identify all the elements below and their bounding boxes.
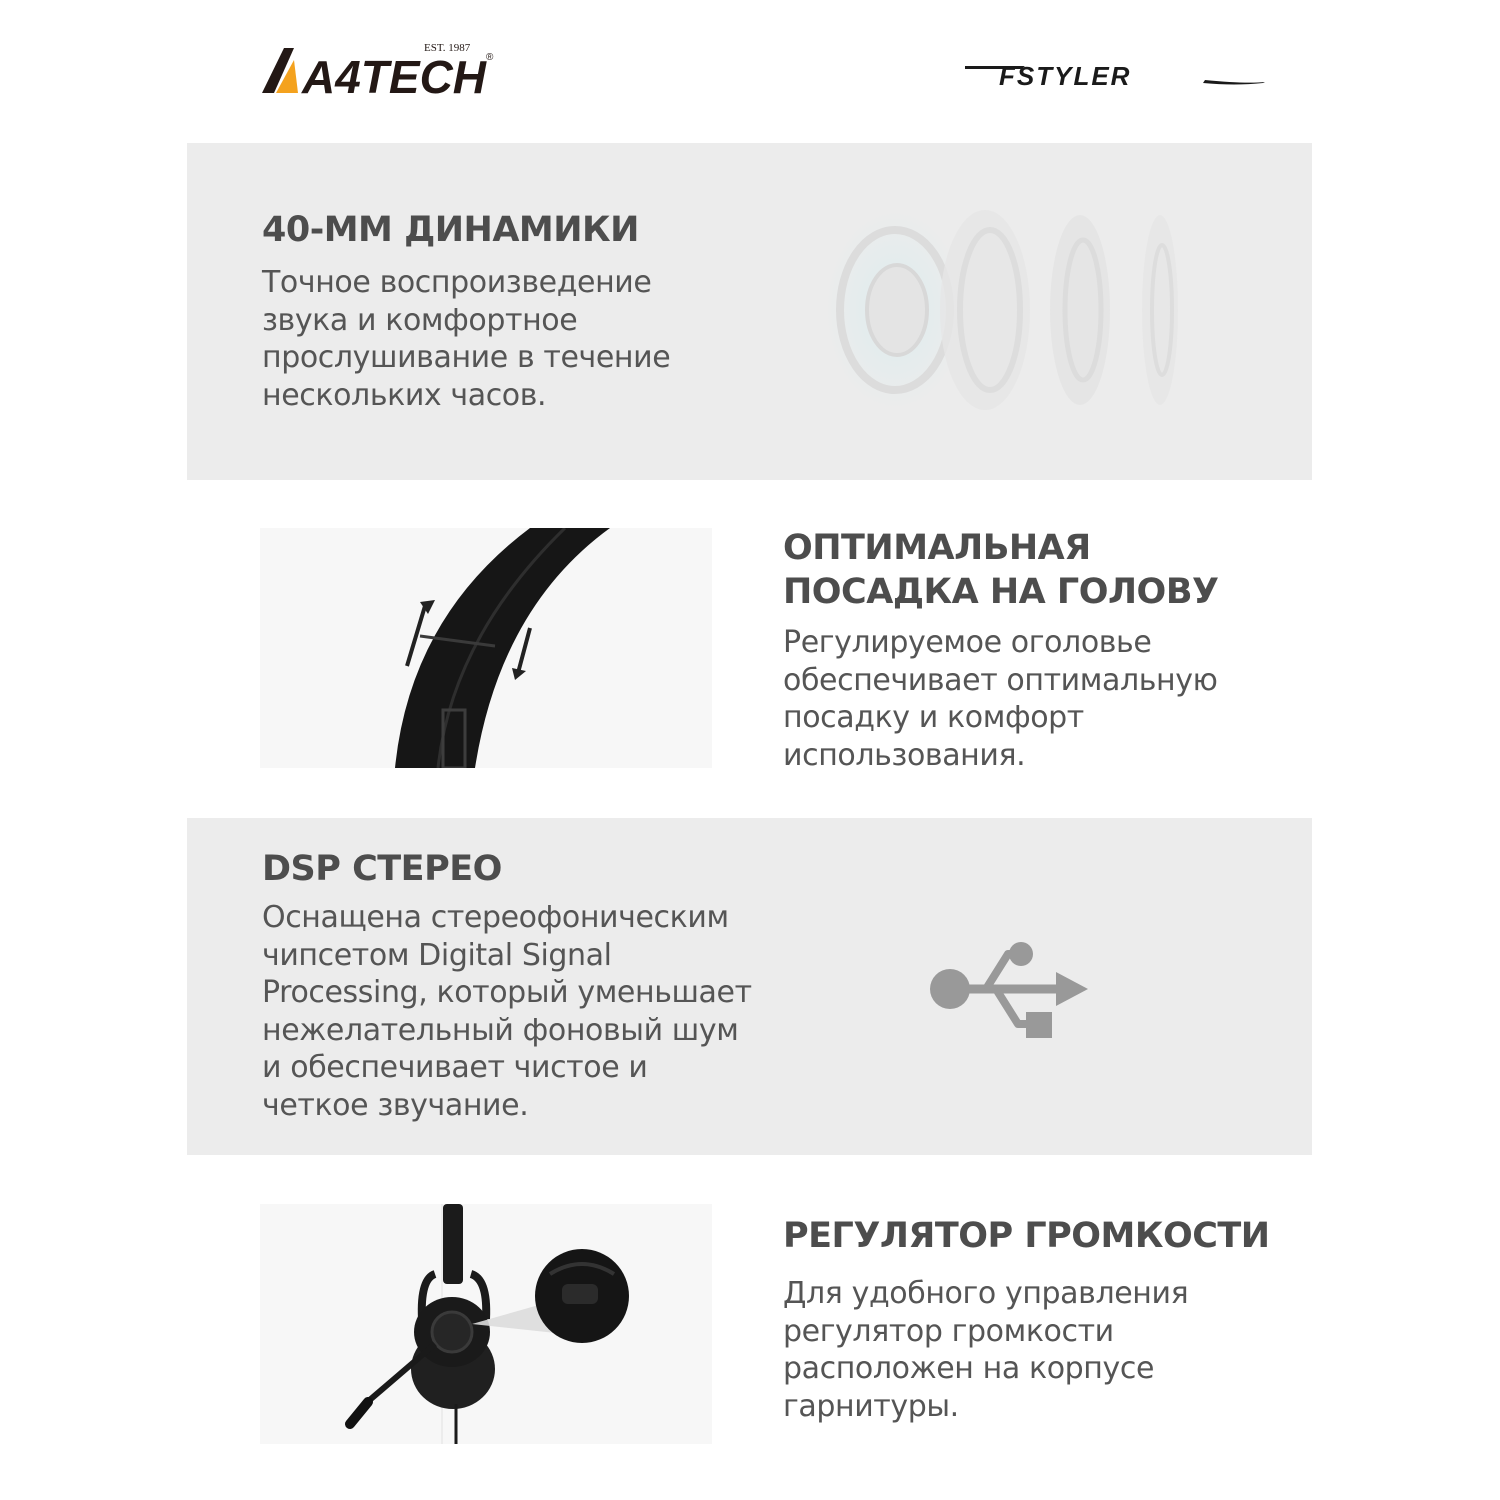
usb-icon <box>928 938 1090 1043</box>
fstyler-logo-text: FSTYLER <box>999 61 1132 91</box>
feature-title-dsp: DSP СТЕРЕО <box>262 849 502 889</box>
svg-text:®: ® <box>486 52 494 63</box>
a4tech-logo-text: A4TECH <box>302 51 487 100</box>
feature-body-dsp: Оснащена стереофоническим чипсетом Digital Signal Processing, который уменьшает нежелательный фоновый шум и обеспечивает чистое и четкое звучание. <box>262 900 752 1123</box>
feature-body-volume: Для удобного управления регулятор громкости расположен на корпусе гарнитуры. <box>783 1276 1189 1424</box>
feature-body-speakers: Точное воспроизведение звука и комфортное прослушивание в течение нескольких часов. <box>262 265 671 413</box>
a4tech-logo <box>262 38 502 100</box>
adjustable-headband-photo <box>260 528 712 768</box>
feature-body-fit: Регулируемое оголовье обеспечивает оптимальную посадку и комфорт использования. <box>783 625 1218 773</box>
feature-title-volume: РЕГУЛЯТОР ГРОМКОСТИ <box>783 1216 1270 1256</box>
headset-volume-control-photo <box>260 1204 712 1444</box>
feature-title-fit: ОПТИМАЛЬНАЯ ПОСАДКА НА ГОЛОВУ <box>783 528 1219 612</box>
speaker-driver-icon <box>815 185 1195 435</box>
fstyler-logo <box>965 52 1265 92</box>
feature-title-speakers: 40-ММ ДИНАМИКИ <box>262 210 639 250</box>
a4tech-logo-est: EST. 1987 <box>424 42 471 54</box>
